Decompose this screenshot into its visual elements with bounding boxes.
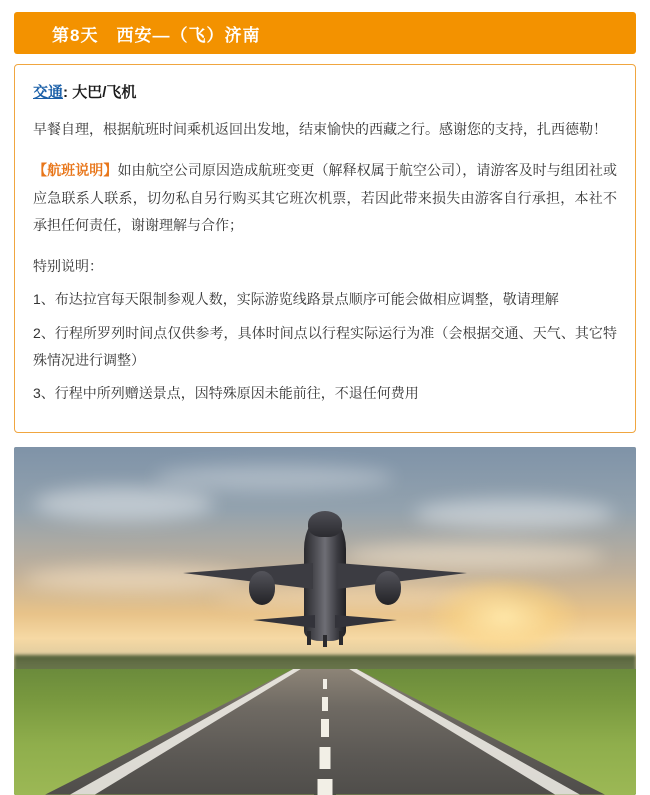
transport-line bbox=[33, 81, 617, 102]
airplane-photo bbox=[14, 447, 636, 795]
transport-separator: : bbox=[63, 84, 73, 101]
day-content-card bbox=[14, 64, 636, 433]
special-note-item: 1、布达拉宫每天限制参观人数，实际游览线路景点顺序可能会做相应调整，敬请理解 bbox=[33, 291, 559, 308]
cloud-decoration bbox=[154, 465, 394, 491]
airplane-wing-left bbox=[183, 563, 313, 589]
runway-center-dash bbox=[323, 679, 327, 689]
flight-notice-paragraph bbox=[33, 157, 617, 239]
transport-value: 大巴/飞机 bbox=[72, 84, 137, 101]
airplane-nose bbox=[308, 511, 342, 537]
itinerary-day-page bbox=[0, 12, 650, 775]
airplane-horizontal-tail-left bbox=[253, 615, 315, 628]
airplane-landing-gear bbox=[339, 631, 343, 645]
day-header-title: 第8天 西安—（飞）济南 bbox=[52, 25, 261, 45]
airplane-landing-gear bbox=[307, 631, 311, 645]
runway-center-dash bbox=[318, 779, 333, 795]
day-header-bar bbox=[14, 12, 636, 54]
special-note-item: 2、行程所罗列时间点仅供参考，具体时间点以行程实际运行为准（会根据交通、天气、其它特殊情况进行调整） bbox=[33, 324, 617, 369]
runway-center-dash bbox=[320, 747, 331, 769]
airplane-landing-gear bbox=[323, 635, 327, 647]
runway-center-dash bbox=[322, 697, 328, 711]
airplane-engine-left bbox=[249, 571, 275, 605]
special-note-item: 3、行程中所列赠送景点，因特殊原因未能前往，不退任何费用 bbox=[33, 385, 419, 402]
day-description-paragraph: 早餐自理，根据航班时间乘机返回出发地，结束愉快的西藏之行。感谢您的支持，扎西德勒！ bbox=[33, 121, 607, 137]
photo-background bbox=[14, 447, 636, 795]
flight-notice-highlight: 【航班说明】 bbox=[33, 162, 118, 179]
airplane-engine-right bbox=[375, 571, 401, 605]
transport-label: 交通 bbox=[33, 84, 64, 101]
flight-notice-text: 如由航空公司原因造成航班变更（解释权属于航空公司），请游客及时与组团社或应急联系人联系，切勿私自另行购买其它班次机票，若因此带来损失由游客自行承担，本社不承担任何责任，谢谢理解与合作； bbox=[33, 162, 618, 233]
airplane-icon bbox=[175, 509, 475, 659]
runway-center-dash bbox=[321, 719, 329, 737]
airplane-wing-right bbox=[337, 563, 467, 589]
airplane-horizontal-tail-right bbox=[335, 615, 397, 628]
special-note-title: 特别说明： bbox=[33, 258, 103, 275]
